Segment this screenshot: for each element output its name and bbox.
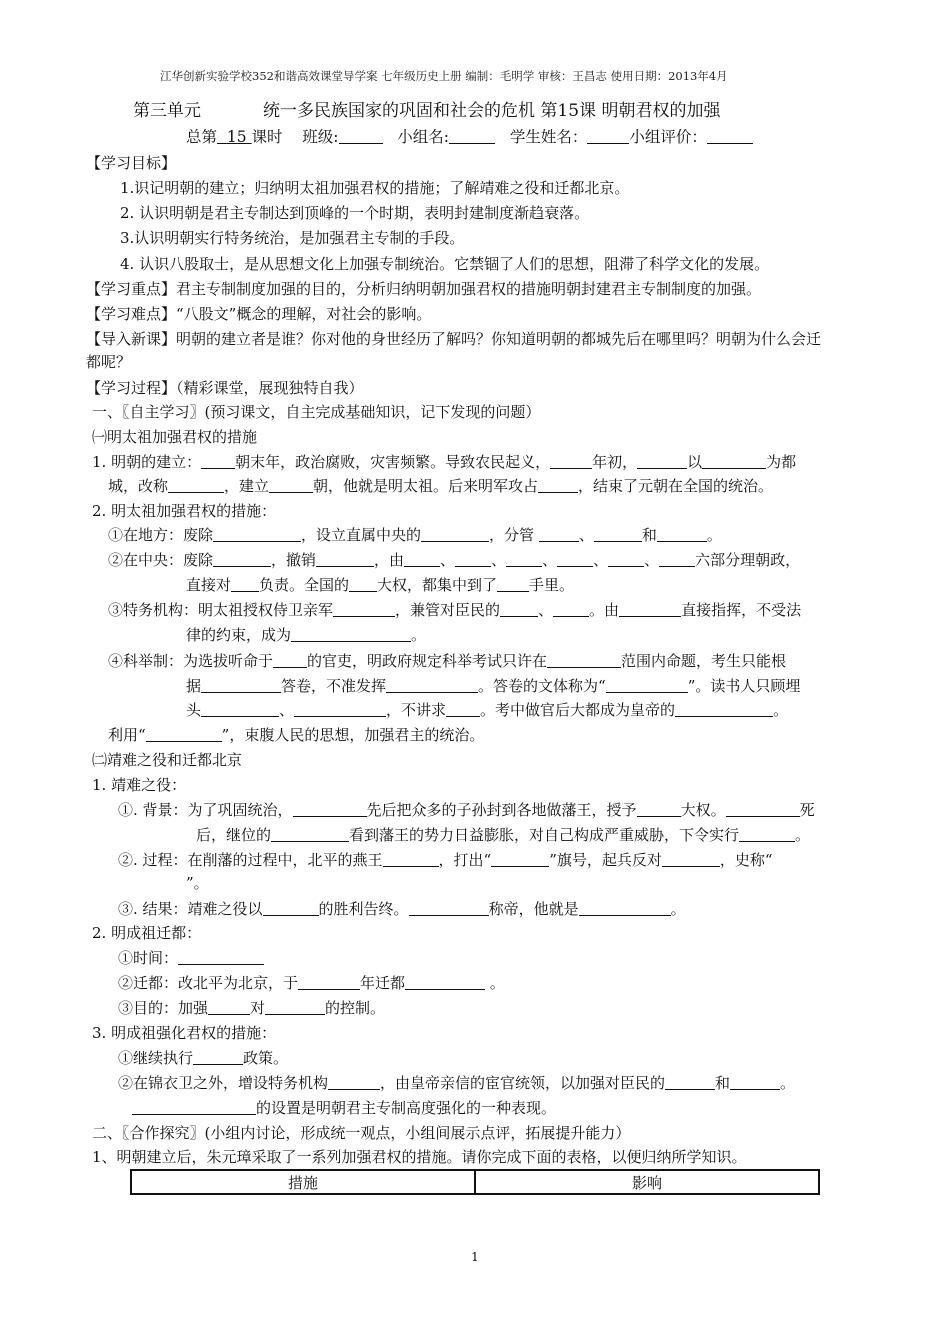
jingnan-process-2: ”。 bbox=[186, 874, 209, 892]
blank[interactable] bbox=[553, 601, 589, 617]
process-heading: 【学习过程】（精彩课堂，展现独特自我） bbox=[86, 379, 364, 397]
blank[interactable] bbox=[500, 601, 538, 617]
blank[interactable] bbox=[271, 826, 349, 842]
blank[interactable] bbox=[547, 652, 621, 668]
jingnan-background-2: 后，继位的 看到藩王的势力日益膨胀，对自己构成严重威胁，下令实行 。 bbox=[196, 826, 811, 844]
blank[interactable] bbox=[298, 974, 360, 990]
blank[interactable] bbox=[579, 900, 671, 916]
blank[interactable] bbox=[263, 900, 319, 916]
strengthen-a: ①继续执行 政策。 bbox=[118, 1049, 289, 1067]
blank[interactable] bbox=[269, 477, 313, 493]
blank[interactable] bbox=[208, 999, 250, 1015]
page-header: 江华创新实验学校352和谐高效课堂导学案 七年级历史上册 编制：毛明学 审核：王昌志 使用日期：2013年4月 bbox=[160, 69, 728, 83]
blank[interactable] bbox=[730, 1074, 780, 1090]
blank[interactable] bbox=[132, 1099, 256, 1115]
central-measures-2: 直接对 负责。全国的 大权，都集中到了 手里。 bbox=[186, 576, 575, 594]
blank[interactable] bbox=[455, 551, 491, 567]
strengthen-c: 的设置是明朝君主专制高度强化的一种表现。 bbox=[132, 1098, 556, 1118]
measures-table bbox=[130, 1169, 820, 1195]
imperial-exam: ④科举制：为选拔听命于 的官吏，明政府规定科举考试只许在 范围内命题，考生只能根 bbox=[108, 652, 787, 670]
blank[interactable] bbox=[178, 949, 264, 965]
blank[interactable] bbox=[739, 826, 795, 842]
goals-heading: 【学习目标】 bbox=[86, 154, 177, 172]
local-measures: ①在地方：废除 ，设立直属中央的 ，分管 、 和 。 bbox=[108, 526, 722, 544]
lesson-number: 15 bbox=[226, 128, 247, 146]
blank[interactable] bbox=[594, 526, 642, 542]
q2-title: 2. 明太祖加强君权的措施： bbox=[92, 502, 277, 520]
spy-agency-2: 律的约束，成为 。 bbox=[186, 626, 427, 644]
blank[interactable] bbox=[662, 851, 720, 867]
student-name-field[interactable] bbox=[587, 128, 629, 144]
blank[interactable] bbox=[702, 453, 766, 469]
intro-line-2: 都呢？ bbox=[86, 353, 132, 371]
blank[interactable] bbox=[550, 453, 592, 469]
jingnan-title: 1. 靖难之役： bbox=[92, 776, 187, 794]
lesson-meta: 总第 15 课时 班级: 小组名: 学生姓名： 小组评价： bbox=[186, 127, 753, 147]
blank[interactable] bbox=[637, 801, 681, 817]
strengthen-b: ②在锦衣卫之外，增设特务机构 ，由皇帝亲信的宦官统领，以加强对臣民的 和 。 bbox=[118, 1074, 796, 1092]
class-label: 班级: bbox=[302, 128, 339, 146]
blank[interactable] bbox=[637, 453, 687, 469]
blank[interactable] bbox=[193, 1049, 243, 1065]
blank[interactable] bbox=[328, 1074, 380, 1090]
goal-item: 4. 认识八股取士，是从思想文化上加强专制统治。它禁锢了人们的思想，阻滞了科学文化的发展。 bbox=[120, 255, 770, 273]
section-1-title: ㈠明太祖加强君权的措施 bbox=[92, 428, 258, 446]
blank[interactable] bbox=[201, 701, 279, 717]
blank[interactable] bbox=[213, 526, 301, 542]
table-header-measure: 措施 bbox=[131, 1170, 475, 1194]
blank[interactable] bbox=[404, 551, 440, 567]
jingnan-background: ①. 背景：为了巩固统治， 先后把众多的子孙封到各地做藩王，授予 大权。 死 bbox=[118, 801, 815, 819]
jingnan-result: ③. 结果：靖难之役以 的胜利告终。 称帝，他就是 。 bbox=[118, 900, 686, 918]
blank[interactable] bbox=[665, 1074, 715, 1090]
blank[interactable] bbox=[231, 576, 259, 592]
blank[interactable] bbox=[491, 851, 549, 867]
blank[interactable] bbox=[146, 726, 222, 742]
blank[interactable] bbox=[657, 526, 707, 542]
part1-title: 一、〖自主学习〗(预习课文，自主完成基础知识，记下发现的问题） bbox=[92, 403, 541, 421]
eight-legged-use: 利用“ ”，束腹人民的思想，加强君主的统治。 bbox=[108, 726, 485, 744]
imperial-exam-3: 头 、 ，不讲求 。考中做官后大都成为皇帝的 。 bbox=[186, 701, 789, 719]
blank[interactable] bbox=[409, 900, 489, 916]
unit-theme: 统一多民族国家的巩固和社会的危机 bbox=[263, 101, 535, 121]
move-aim: ③目的：加强 对 的控制。 bbox=[118, 999, 386, 1017]
blank[interactable] bbox=[349, 576, 377, 592]
blank[interactable] bbox=[333, 601, 395, 617]
section-2-title: ㈡靖难之役和迁都北京 bbox=[92, 751, 243, 769]
q1-line-1: 1. 明朝的建立： 朝末年，政治腐败，灾害频繁。导致农民起义， 年初， 以 为都 bbox=[92, 453, 797, 471]
goal-item: 2. 认识明朝是君主专制达到顶峰的一个时期，表明封建制度渐趋衰落。 bbox=[120, 204, 590, 222]
goal-item: 1.识记明朝的建立；归纳明太祖加强君权的措施；了解靖难之役和迁都北京。 bbox=[120, 179, 630, 197]
blank[interactable] bbox=[497, 576, 529, 592]
blank[interactable] bbox=[294, 701, 386, 717]
class-field[interactable] bbox=[339, 128, 383, 144]
intro-line: 【导入新课】明朝的建立者是谁？你对他的身世经历了解吗？你知道明朝的都城先后在哪里吗？明朝为什么会迁 bbox=[86, 330, 822, 348]
move-where: ②迁都：改北平为北京，于 年迁都 。 bbox=[118, 974, 505, 992]
goal-item: 3.认识明朝实行特务统治，是加强君主专制的手段。 bbox=[120, 229, 465, 247]
jingnan-process: ②. 过程：在削藩的过程中，北平的燕王 ，打出“ ”旗号，起兵反对 ，史称“ bbox=[118, 851, 773, 869]
key-points: 【学习重点】君主专制制度加强的目的，分析归纳明朝加强君权的措施明朝封建君主专制制度的加强。 bbox=[86, 280, 762, 298]
difficulty: 【学习难点】“八股文”概念的理解，对社会的影响。 bbox=[86, 305, 432, 323]
table-header-impact: 影响 bbox=[475, 1170, 819, 1194]
blank[interactable] bbox=[213, 551, 271, 567]
blank[interactable] bbox=[201, 677, 281, 693]
part2-title: 二、〖合作探究〗(小组内讨论，形成统一观点，小组间展示点评，拓展提升能力） bbox=[92, 1124, 631, 1142]
central-measures: ②在中央：废除 ，撤销 ，由 、 、 、 、 、 六部分理朝政， bbox=[108, 551, 801, 569]
blank[interactable] bbox=[619, 601, 681, 617]
student-name-label: 学生姓名： bbox=[509, 128, 588, 146]
blank[interactable] bbox=[608, 551, 644, 567]
blank[interactable] bbox=[293, 801, 367, 817]
blank[interactable] bbox=[538, 477, 578, 493]
blank[interactable] bbox=[606, 677, 688, 693]
blank[interactable] bbox=[168, 477, 224, 493]
blank[interactable] bbox=[405, 974, 485, 990]
blank[interactable] bbox=[273, 652, 307, 668]
blank[interactable] bbox=[421, 526, 489, 542]
blank[interactable] bbox=[659, 551, 695, 567]
unit-title bbox=[133, 101, 720, 121]
unit-label: 第三单元 bbox=[133, 101, 201, 121]
blank[interactable] bbox=[383, 851, 439, 867]
blank[interactable] bbox=[265, 999, 325, 1015]
q1-line-2: 城，改称 ，建立 朝，他就是明太祖。后来明军攻占 ，结束了元朝在全国的统治。 bbox=[108, 477, 774, 495]
blank[interactable] bbox=[386, 677, 478, 693]
blank[interactable] bbox=[557, 551, 593, 567]
group-field[interactable] bbox=[449, 128, 495, 144]
blank[interactable] bbox=[726, 801, 800, 817]
table-header-row bbox=[131, 1170, 819, 1194]
blank[interactable] bbox=[446, 701, 480, 717]
group-label: 小组名: bbox=[397, 128, 450, 146]
blank[interactable] bbox=[201, 453, 235, 469]
part2-question-1: 1、明朝建立后，朱元璋采取了一系列加强君权的措施。请你完成下面的表格，以便归纳所学知识。 bbox=[92, 1148, 747, 1166]
blank[interactable] bbox=[506, 551, 542, 567]
spy-agency: ③特务机构：明太祖授权侍卫亲军 ，兼管对臣民的 、 。由 直接指挥，不受法 bbox=[108, 601, 802, 619]
strengthen-title: 3. 明成祖强化君权的措施： bbox=[92, 1024, 277, 1042]
blank[interactable] bbox=[539, 526, 579, 542]
page-number: 1 bbox=[471, 1250, 479, 1264]
move-capital-title: 2. 明成祖迁都： bbox=[92, 924, 202, 942]
imperial-exam-2: 据 答卷，不准发挥 。答卷的文体称为“ ”。读书人只顾埋 bbox=[186, 677, 801, 695]
lesson-title: 第15课 明朝君权的加强 bbox=[540, 101, 721, 121]
move-time: ①时间： bbox=[118, 948, 264, 968]
group-eval-label: 小组评价： bbox=[629, 128, 707, 146]
group-eval-field[interactable] bbox=[707, 128, 753, 144]
blank[interactable] bbox=[675, 701, 773, 717]
blank[interactable] bbox=[291, 626, 411, 642]
blank[interactable] bbox=[316, 551, 374, 567]
